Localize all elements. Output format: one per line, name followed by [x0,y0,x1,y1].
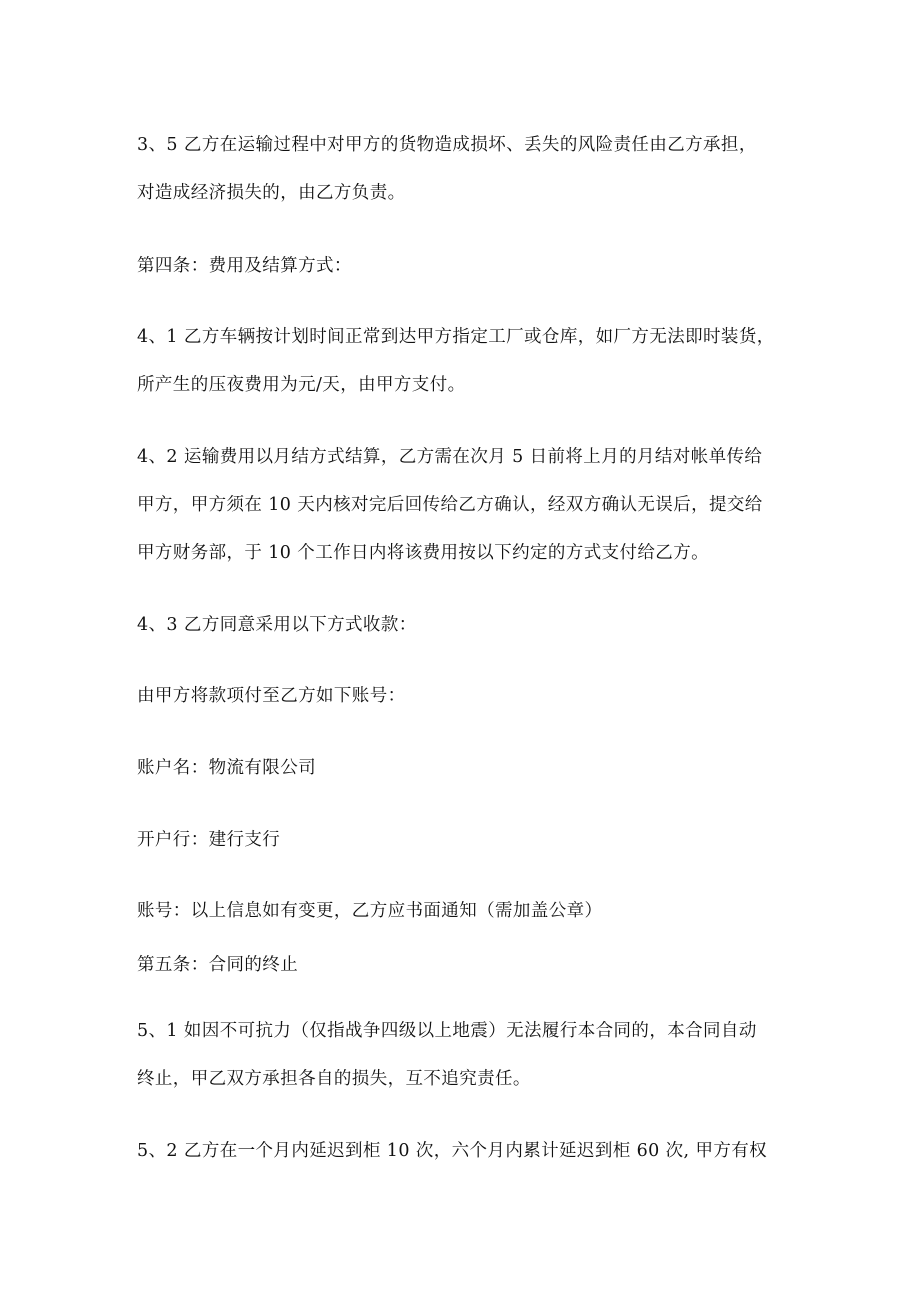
account-name-line: 账户名：物流有限公司 [137,758,316,778]
clause-4-2-line-1: 4、2 运输费用以月结方式结算，乙方需在次月 5 日前将上月的月结对帐单传给 [137,447,763,467]
account-number-line: 账号：以上信息如有变更，乙方应书面通知（需加盖公章） [137,901,603,921]
clause-5-1-line-2: 终止，甲乙双方承担各自的损失，互不追究责任。 [137,1069,531,1089]
bank-branch-line: 开户行：建行支行 [137,830,281,850]
clause-4-1-line-2: 所产生的压夜费用为元/天，由甲方支付。 [137,375,466,395]
clause-4-2-line-2: 甲方，甲方须在 10 天内核对完后回传给乙方确认，经双方确认无误后，提交给 [137,495,763,515]
clause-5-2-line-1: 5、2 乙方在一个月内延迟到柜 10 次，六个月内累计延迟到柜 60 次, 甲方有权 [137,1141,768,1161]
article-5-heading: 第五条：合同的终止 [137,955,299,975]
payment-instruction-line: 由甲方将款项付至乙方如下账号： [137,686,406,706]
clause-4-2-line-3: 甲方财务部，于 10 个工作日内将该费用按以下约定的方式支付给乙方。 [137,543,709,563]
clause-5-1-line-1: 5、1 如因不可抗力（仅指战争四级以上地震）无法履行本合同的，本合同自动 [137,1021,757,1041]
clause-4-1-line-1: 4、1 乙方车辆按计划时间正常到达甲方指定工厂或仓库，如厂方无法即时装货， [137,327,775,347]
clause-3-5-line-1: 3、5 乙方在运输过程中对甲方的货物造成损坏、丢失的风险责任由乙方承担， [137,135,757,155]
clause-3-5-line-2: 对造成经济损失的，由乙方负责。 [137,183,406,203]
clause-4-3-line: 4、3 乙方同意采用以下方式收款： [137,615,417,635]
article-4-heading: 第四条：费用及结算方式： [137,256,352,276]
